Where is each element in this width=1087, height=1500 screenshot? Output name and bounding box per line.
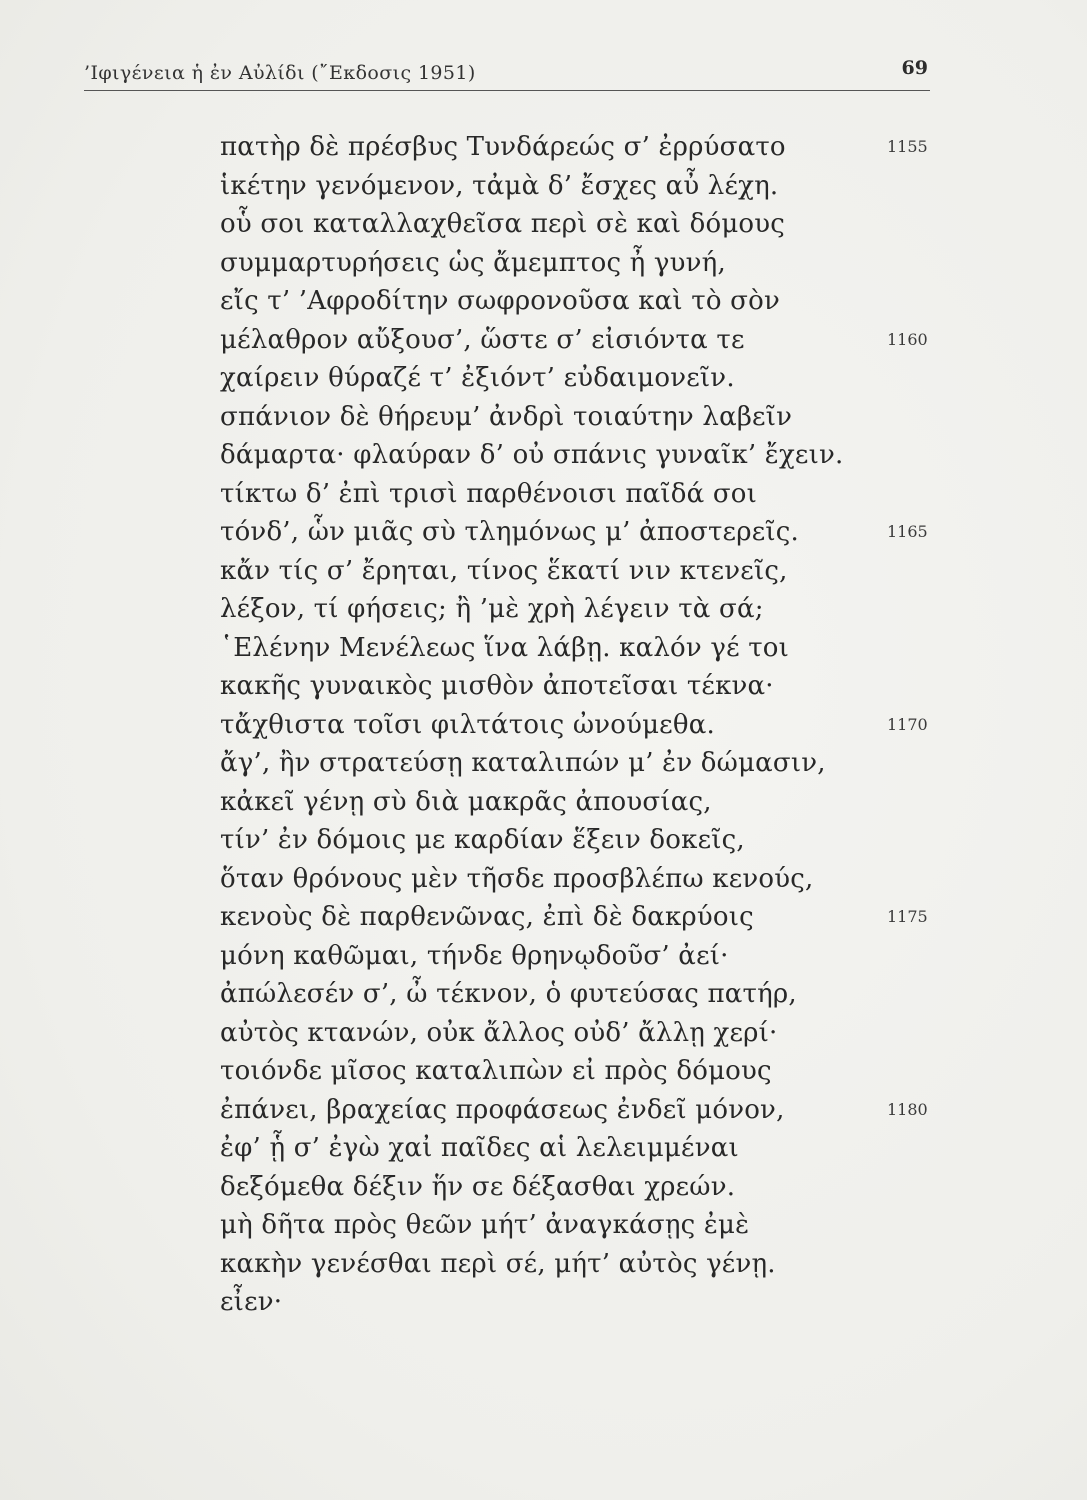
verse-text: κἄν τίς σ’ ἔρηται, τίνος ἕκατί νιν κτενεῖς, <box>220 555 788 586</box>
verse-text: ἐπάνει, βραχείας προφάσεως ἐνδεῖ μόνον, <box>220 1094 785 1125</box>
verse-text: τἄχθιστα τοῖσι φιλτάτοις ὠνούμεθα. <box>220 709 715 740</box>
page-number: 69 <box>901 57 928 79</box>
verse-text: συμμαρτυρήσεις ὡς ἄμεμπτος ἦ γυνή, <box>220 247 726 278</box>
line-number: 1160 <box>887 329 928 349</box>
verse-text: κακὴν γενέσθαι περὶ σέ, μήτ’ αὐτὸς γένῃ. <box>220 1248 776 1279</box>
verse-line <box>220 244 950 283</box>
verse-text: τίκτω δ’ ἐπὶ τρισὶ παρθένοισι παῖδά σοι <box>220 478 758 509</box>
verse-text: αὐτὸς κτανών, οὐκ ἄλλος οὐδ’ ἄλλῃ χερί· <box>220 1017 778 1048</box>
verse-line <box>220 821 950 860</box>
verse-line <box>220 706 950 745</box>
verse-text: εἴς τ’ ’Αφροδίτην σωφρονοῦσα καὶ τὸ σὸν <box>220 286 780 316</box>
verse-line <box>220 590 950 629</box>
verse-text: οὗ σοι καταλλαχθεῖσα περὶ σὲ καὶ δόμους <box>220 209 786 239</box>
verse-text: τίν’ ἐν δόμοις με καρδίαν ἕξειν δοκεῖς, <box>220 825 745 855</box>
verse-line <box>220 1168 950 1207</box>
verse-text: μέλαθρον αὔξουσ’, ὥστε σ’ εἰσιόντα τε <box>220 324 745 355</box>
header-rule <box>84 90 930 91</box>
verse-text: πατὴρ δὲ πρέσβυς Τυνδάρεώς σ’ ἐρρύσατο <box>220 132 786 162</box>
verse-line <box>220 1014 950 1053</box>
verse-line <box>220 436 950 475</box>
line-number: 1165 <box>887 522 928 541</box>
verse-line <box>220 1052 950 1091</box>
running-title: ’Ιφιγένεια ἡ ἐν Αὐλίδι (῎Εκδοσις 1951) <box>84 62 476 84</box>
verse-text: ῾Ελένην Μενέλεως ἵνα λάβῃ. καλόν γέ τοι <box>220 632 790 663</box>
verse-text: ἱκέτην γενόμενον, τἀμὰ δ’ ἔσχες αὖ λέχη. <box>220 170 779 201</box>
verse-text: ἐφ’ ᾗ σ’ ἐγὼ χαἰ παῖδες αἱ λελειμμέναι <box>220 1133 739 1163</box>
verse-line <box>220 1129 950 1168</box>
verse-line <box>220 860 950 899</box>
verse-line <box>220 128 950 167</box>
verse-text: τόνδ’, ὧν μιᾶς σὺ τλημόνως μ’ ἀποστερεῖς. <box>220 517 799 547</box>
verse-text: κενοὺς δὲ παρθενῶνας, ἐπὶ δὲ δακρύοις <box>220 902 754 932</box>
running-header <box>84 52 930 92</box>
verse-line <box>220 513 950 552</box>
verse-text: ἄγ’, ἢν στρατεύσῃ καταλιπών μ’ ἐν δώμασιν, <box>220 748 826 778</box>
verse-line <box>220 975 950 1014</box>
verse-text: μὴ δῆτα πρὸς θεῶν μήτ’ ἀναγκάσῃς ἐμὲ <box>220 1210 750 1240</box>
verse-text: ἀπώλεσέν σ’, ὦ τέκνον, ὁ φυτεύσας πατήρ, <box>220 979 797 1009</box>
verse-line <box>220 744 950 783</box>
verse-line <box>220 667 950 706</box>
verse-line <box>220 629 950 668</box>
verse-line <box>220 552 950 591</box>
verse-text: δάμαρτα· φλαύραν δ’ οὐ σπάνις γυναῖκ’ ἔχειν. <box>220 440 844 470</box>
verse-line <box>220 783 950 822</box>
verse-line <box>220 1091 950 1130</box>
verse-text: μόνη καθῶμαι, τήνδε θρηνῳδοῦσ’ ἀεί· <box>220 940 729 971</box>
verse-text: κἀκεῖ γένῃ σὺ διὰ μακρᾶς ἀπουσίας, <box>220 786 712 817</box>
line-number: 1155 <box>887 137 928 156</box>
verse-line <box>220 475 950 514</box>
verse-line <box>220 898 950 937</box>
verse-line <box>220 1283 950 1322</box>
verse-line <box>220 1245 950 1284</box>
verse-line <box>220 167 950 206</box>
verse-text: τοιόνδε μῖσος καταλιπὼν εἰ πρὸς δόμους <box>220 1056 772 1086</box>
verse-line <box>220 321 950 360</box>
verse-list <box>220 128 950 1322</box>
line-number: 1180 <box>887 1099 928 1119</box>
verse-line <box>220 937 950 976</box>
verse-line <box>220 282 950 321</box>
verse-text: λέξον, τί φήσεις; ἢ ’μὲ χρὴ λέγειν τὰ σά; <box>220 594 764 624</box>
verse-text: δεξόμεθα δέξιν ἥν σε δέξασθαι χρεών. <box>220 1171 736 1202</box>
verse-text: εἶεν· <box>220 1287 283 1317</box>
verse-text: κακῆς γυναικὸς μισθὸν ἀποτεῖσαι τέκνα· <box>220 671 774 701</box>
verse-line <box>220 359 950 398</box>
verse-line <box>220 398 950 437</box>
verse-text: χαίρειν θύραζέ τ’ ἐξιόντ’ εὐδαιμονεῖν. <box>220 363 735 393</box>
line-number: 1170 <box>887 714 928 734</box>
verse-text: σπάνιον δὲ θήρευμ’ ἀνδρὶ τοιαύτην λαβεῖν <box>220 401 793 432</box>
verse-line <box>220 1206 950 1245</box>
verse-text: ὅταν θρόνους μὲν τῆσδε προσβλέπω κενούς, <box>220 863 814 894</box>
line-number: 1175 <box>887 907 928 926</box>
verse-line <box>220 205 950 244</box>
